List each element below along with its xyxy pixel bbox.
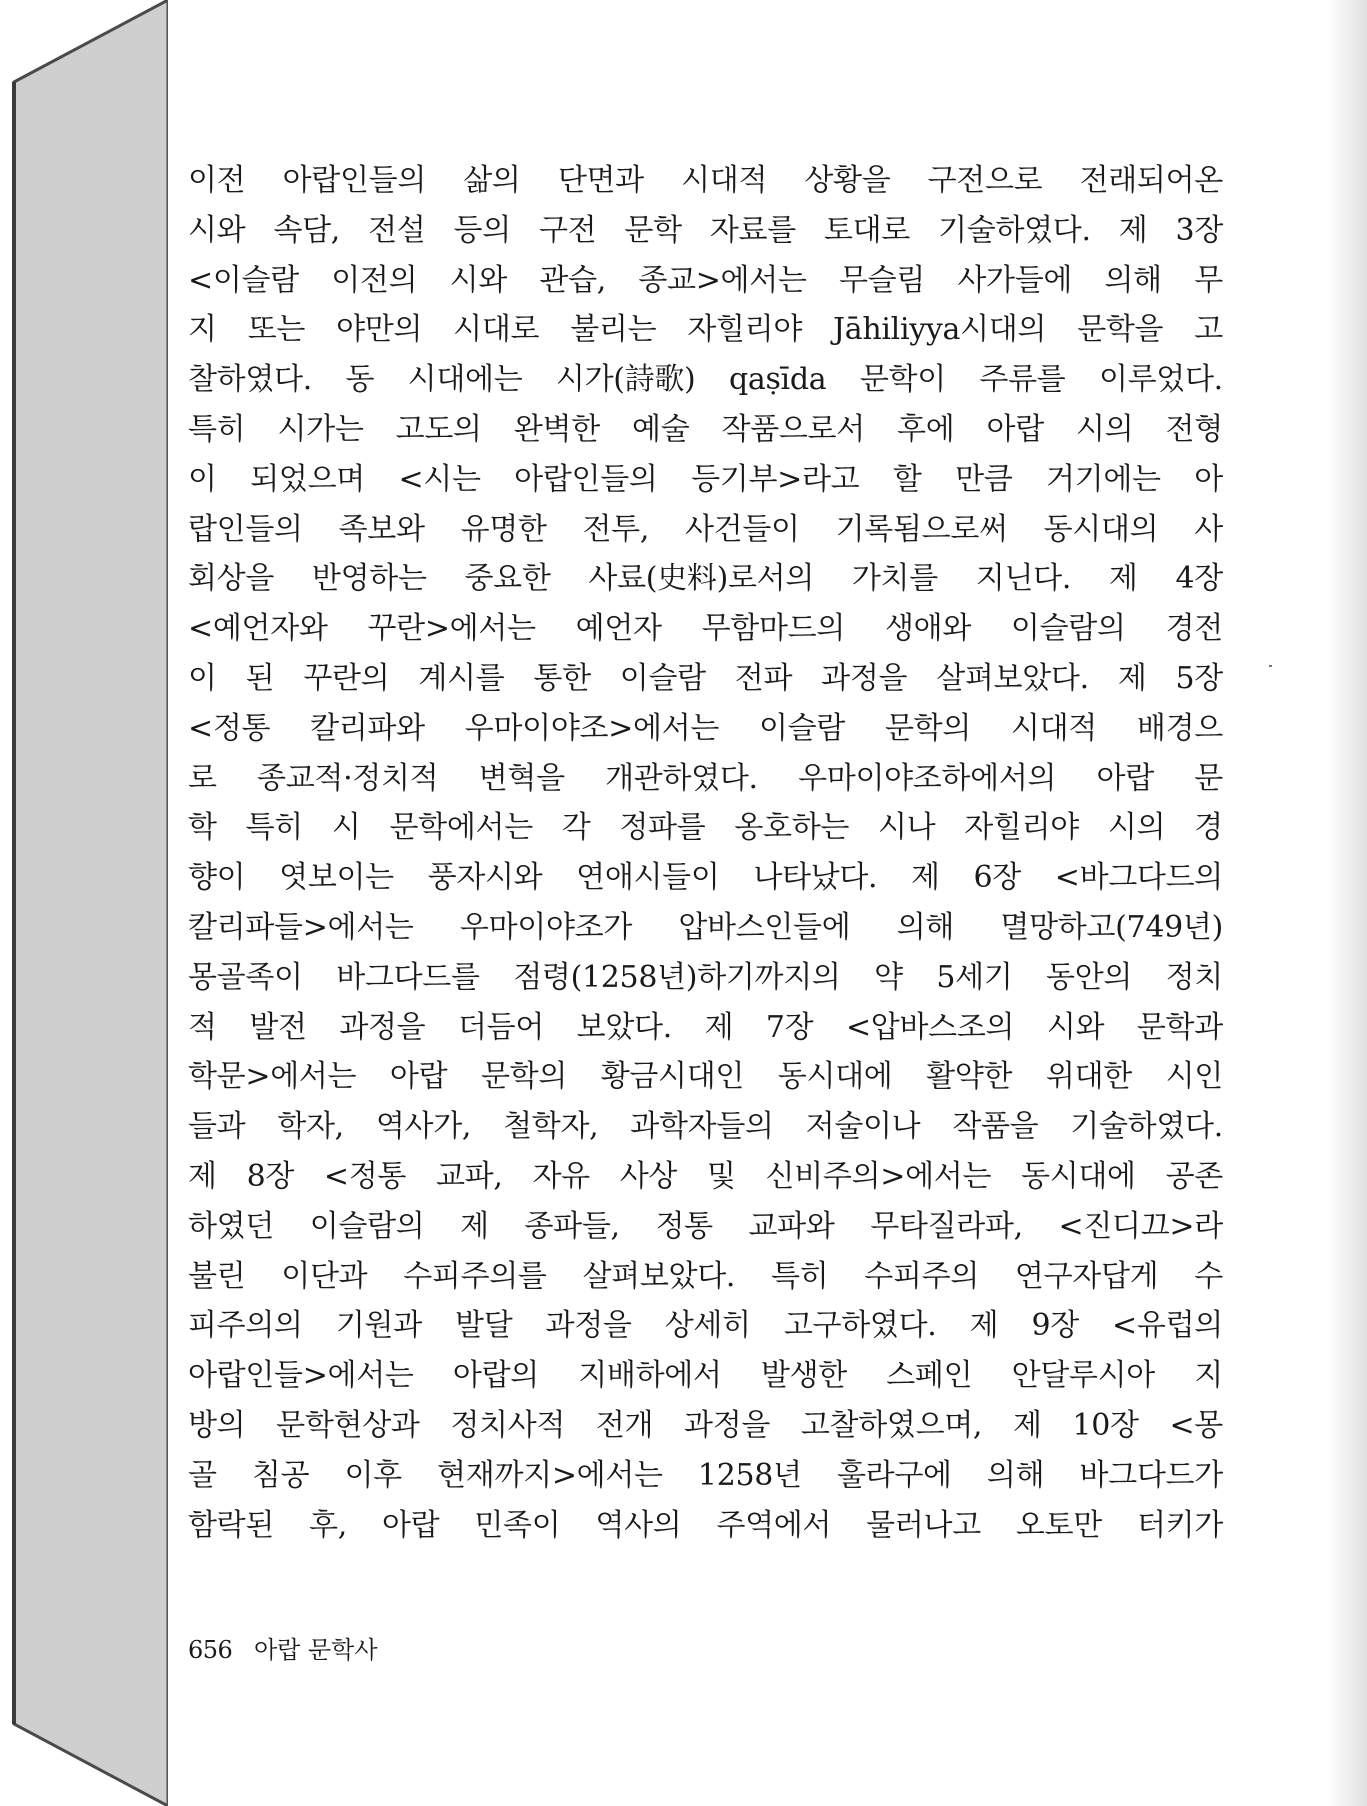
text-line <box>188 803 1223 853</box>
word: <정통 <box>188 710 271 746</box>
word: 할 <box>892 461 922 497</box>
word: 기술하였다. <box>1070 1109 1223 1145</box>
word: 과정을 <box>545 1308 632 1344</box>
word: 자료를 <box>709 212 796 248</box>
text-line <box>188 953 1223 1003</box>
word: 시의 <box>1107 810 1166 846</box>
word: 오토만 <box>1015 1507 1102 1543</box>
word: 사상 <box>619 1158 678 1194</box>
word: 아 <box>1194 461 1223 497</box>
word: 속담, <box>273 212 341 248</box>
word: 제 <box>1012 1407 1042 1443</box>
word: 자유 <box>532 1158 590 1194</box>
text-line <box>188 156 1223 206</box>
word: 시 <box>331 810 361 846</box>
word: 멸망하고(749년) <box>1000 909 1223 945</box>
word: 동시대에 <box>1021 1158 1136 1194</box>
word: 무슬림 <box>838 262 926 298</box>
word: 아랍인들>에서는 <box>188 1358 414 1394</box>
word: 과정을 <box>684 1407 771 1443</box>
word: 칼리파들>에서는 <box>188 909 414 945</box>
word: 토대로 <box>823 212 911 248</box>
word: 사가들에 <box>957 262 1073 298</box>
word: 우마이야조>에서는 <box>464 710 720 746</box>
word: <예언자와 <box>188 611 328 647</box>
word: 작품으로서 <box>721 411 865 447</box>
word: 전투, <box>582 511 650 547</box>
word: 정치사적 <box>450 1407 566 1443</box>
word: 변혁을 <box>478 760 565 796</box>
word: 향이 <box>188 860 246 896</box>
word: 랍인들의 <box>188 511 303 547</box>
word: 야만의 <box>336 312 423 348</box>
word: 물러나고 <box>866 1507 981 1543</box>
word: 옹호하는 <box>734 810 850 846</box>
word: 전파 <box>734 660 793 696</box>
word: 이 <box>188 461 217 497</box>
word: 우마이야조가 <box>459 909 633 945</box>
word: 제 <box>460 1208 489 1244</box>
page-number: 656 <box>188 1636 233 1664</box>
word: 개관하였다. <box>605 760 758 796</box>
word: 풍자시와 <box>427 860 543 896</box>
text-line <box>188 903 1223 953</box>
word: 고찰하였으며, <box>800 1407 983 1443</box>
page-footer <box>188 1630 378 1665</box>
word: 시와 <box>1046 1009 1105 1045</box>
text-line <box>188 1202 1223 1252</box>
word: 1258년 <box>697 1457 802 1493</box>
word: 또는 <box>247 312 306 348</box>
word: 문학에서는 <box>389 810 533 846</box>
word: 안달루시아 <box>1011 1358 1155 1394</box>
text-line <box>188 1152 1223 1202</box>
word: 역사의 <box>595 1507 682 1543</box>
word: 꾸란의 <box>303 660 390 696</box>
word: 제 <box>704 1009 734 1045</box>
word: 주역에서 <box>716 1507 832 1543</box>
word: 중요한 <box>464 561 551 597</box>
word: 전형 <box>1165 411 1223 447</box>
word: 종교>에서는 <box>638 262 807 298</box>
word: 아랍 <box>389 1059 448 1095</box>
word: 현재까지>에서는 <box>437 1457 663 1493</box>
word: 이슬람의 <box>309 1208 425 1244</box>
text-line <box>188 355 1223 405</box>
word: 삶의 <box>463 163 521 198</box>
word: 반영하는 <box>311 561 427 597</box>
word: 완벽한 <box>513 411 600 447</box>
word: 더듬어 <box>457 1009 545 1045</box>
word: 유명한 <box>460 511 547 547</box>
word: 10장 <box>1072 1407 1139 1443</box>
word: 이루었다. <box>1098 362 1223 398</box>
word: 이슬람 <box>619 660 706 696</box>
text-line <box>188 1003 1223 1053</box>
word: 동 <box>345 362 375 398</box>
word: 및 <box>706 1158 736 1194</box>
text-line <box>188 206 1223 256</box>
word: 시와 <box>449 262 508 298</box>
word: 시와 <box>188 212 246 248</box>
word: 이전의 <box>331 262 418 298</box>
word: 학 <box>188 810 217 846</box>
word: 계시를 <box>418 660 505 696</box>
text-line <box>188 1252 1223 1302</box>
word: 특히 <box>771 1258 829 1294</box>
word: 정치 <box>1165 959 1223 995</box>
word: 각 <box>561 810 591 846</box>
word: 제 <box>1108 561 1138 597</box>
word: 통한 <box>533 660 591 696</box>
word: 6장 <box>973 860 1021 896</box>
word: 동시대의 <box>1043 511 1159 547</box>
word: 무 <box>1194 262 1223 298</box>
text-line <box>188 1451 1223 1501</box>
word: 관습, <box>539 262 606 298</box>
text-line <box>188 1351 1223 1401</box>
word: 문학현상과 <box>276 1407 420 1443</box>
word: 상세히 <box>664 1308 751 1344</box>
text-line <box>188 554 1223 604</box>
word: 아랍인들의 <box>514 461 658 497</box>
word: 수피주의를 <box>403 1258 547 1294</box>
text-line <box>188 853 1223 903</box>
word: 문학을 <box>1077 312 1164 348</box>
word: <진디끄>라 <box>1058 1208 1223 1244</box>
word: qaṣīda <box>728 362 827 398</box>
word: 시대적 <box>681 163 768 198</box>
word: 바그다드를 <box>336 959 480 995</box>
word: 지닌다. <box>975 561 1072 597</box>
text-line <box>188 256 1223 306</box>
word: 살펴보았다. <box>582 1258 736 1294</box>
word: 사 <box>1194 511 1223 547</box>
word: 문학 <box>624 212 682 248</box>
word: 활약한 <box>926 1059 1013 1095</box>
word: 상황을 <box>804 163 891 198</box>
text-line <box>188 654 1223 704</box>
word: 의해 <box>1104 262 1162 298</box>
word: 5세기 <box>936 959 1013 995</box>
text-line <box>188 1102 1223 1152</box>
word: 사료(史料)로서의 <box>588 561 815 597</box>
word: 보았다. <box>576 1009 672 1045</box>
word: 전개 <box>595 1407 654 1443</box>
word: 바그다드가 <box>1079 1457 1223 1493</box>
word: 방의 <box>188 1407 246 1443</box>
word: 나타났다. <box>753 860 878 896</box>
word: 종파들, <box>524 1208 620 1244</box>
word: 정통 <box>655 1208 713 1244</box>
word: 동시대에 <box>777 1059 893 1095</box>
word: 찰하였다. <box>188 362 312 398</box>
word: 예술 <box>632 411 690 447</box>
word: 민족이 <box>474 1507 561 1543</box>
word: 특히 <box>245 810 303 846</box>
word: 종교적·정치적 <box>257 760 439 796</box>
word: 전래되어온 <box>1079 163 1223 198</box>
word: 제 <box>969 1308 999 1344</box>
word: 황금시대인 <box>600 1059 745 1095</box>
word: 들과 <box>188 1109 246 1145</box>
word: <정통 <box>323 1158 407 1194</box>
word: 침공 <box>251 1457 310 1493</box>
word: 문학의 <box>480 1059 568 1095</box>
word: 살펴보았다. <box>936 660 1089 696</box>
word: 고도의 <box>395 411 482 447</box>
word: 스페인 <box>886 1358 973 1394</box>
word: 시의 <box>1076 411 1134 447</box>
word: 등의 <box>453 212 511 248</box>
word: 구전으로 <box>927 163 1043 198</box>
text-line <box>188 704 1223 754</box>
word: 이 <box>188 660 217 696</box>
text-line <box>188 1301 1223 1351</box>
word: 제 <box>188 1158 217 1194</box>
word: 시인 <box>1165 1059 1223 1095</box>
word: 단면과 <box>557 163 644 198</box>
word: 문학이 <box>859 362 946 398</box>
word: 로 <box>188 760 217 796</box>
word: 가치를 <box>851 561 938 597</box>
word: 만큼 <box>955 461 1013 497</box>
word: 점령(1258년)하기까지의 <box>513 959 841 995</box>
word: 공존 <box>1165 1158 1223 1194</box>
word: 시가(詩歌) <box>555 362 696 398</box>
word: 압바스인들에 <box>678 909 851 945</box>
word: 후, <box>309 1507 347 1543</box>
word: 시나 <box>877 810 936 846</box>
word: 학자, <box>277 1109 344 1145</box>
word: 경전 <box>1165 611 1223 647</box>
word: 하였던 <box>188 1208 275 1244</box>
word: 사건들이 <box>685 511 800 547</box>
text-line <box>188 505 1223 555</box>
word: 이단과 <box>281 1258 368 1294</box>
word: 생애와 <box>884 611 971 647</box>
word: 자힐리야 <box>964 810 1079 846</box>
word: 연애시들이 <box>576 860 720 896</box>
word: 이전 <box>188 163 246 198</box>
word: 아랍 <box>381 1507 440 1543</box>
word: 시가는 <box>277 411 364 447</box>
word: <이슬람 <box>188 262 299 298</box>
word: 경 <box>1194 810 1223 846</box>
word: 이후 <box>344 1457 402 1493</box>
word: 과정을 <box>339 1009 426 1045</box>
word: 지배하에서 <box>578 1358 722 1394</box>
word: 발달 <box>455 1308 513 1344</box>
word: 시대에는 <box>407 362 523 398</box>
word: 후에 <box>897 411 955 447</box>
word: 학문>에서는 <box>188 1059 357 1095</box>
word: <바그다드의 <box>1054 860 1223 896</box>
word: 시대로 <box>453 312 540 348</box>
word: 회상을 <box>188 561 275 597</box>
word: 연구자답게 <box>1014 1258 1159 1294</box>
text-line <box>188 1501 1223 1551</box>
word: 의해 <box>896 909 955 945</box>
word: 발생한 <box>760 1358 847 1394</box>
word: 주류를 <box>979 362 1066 398</box>
word: 동안의 <box>1046 959 1133 995</box>
word: 지 <box>188 312 217 348</box>
word: 7장 <box>765 1009 814 1045</box>
word: 이슬람의 <box>1010 611 1126 647</box>
word: 아랍의 <box>452 1358 539 1394</box>
word: 되었으며 <box>250 461 365 497</box>
word: 교파와 <box>748 1208 835 1244</box>
word: 고 <box>1194 312 1223 348</box>
word: 9장 <box>1031 1308 1079 1344</box>
word: 예언자 <box>575 611 662 647</box>
word: 역사가, <box>375 1109 472 1145</box>
word: 발전 <box>249 1009 307 1045</box>
text-line <box>188 604 1223 654</box>
word: 과학자들의 <box>630 1109 774 1145</box>
word: 4장 <box>1175 561 1223 597</box>
word: 작품을 <box>952 1109 1039 1145</box>
word: 제 <box>911 860 940 896</box>
word: 함락된 <box>188 1507 275 1543</box>
word: 꾸란>에서는 <box>367 611 536 647</box>
word: 제 <box>1118 212 1148 248</box>
word: 불리는 <box>570 312 657 348</box>
word: 제 <box>1117 660 1147 696</box>
word: 기술하였다. <box>938 212 1091 248</box>
word: 된 <box>245 660 275 696</box>
word: 아랍인들의 <box>282 163 426 198</box>
word: 이슬람 <box>758 710 846 746</box>
word: 칼리파와 <box>310 710 425 746</box>
text-line <box>188 455 1223 505</box>
word: 문학의 <box>884 710 971 746</box>
word: 아랍 <box>1096 760 1154 796</box>
page-edge-shadow <box>1327 0 1367 1806</box>
word: 약 <box>874 959 903 995</box>
word: 배경으 <box>1136 710 1223 746</box>
word: <몽 <box>1169 1407 1223 1443</box>
word: 엿보이는 <box>279 860 394 896</box>
word: 아랍 <box>986 411 1044 447</box>
word: 8장 <box>246 1158 295 1194</box>
word: 골 <box>188 1457 217 1493</box>
word: 정파를 <box>619 810 706 846</box>
word: 위대한 <box>1045 1059 1132 1095</box>
word: 시대적 <box>1010 710 1097 746</box>
word: 5장 <box>1175 660 1223 696</box>
word: 수피주의 <box>864 1258 980 1294</box>
text-line <box>188 305 1223 355</box>
word: 몽골족이 <box>188 959 303 995</box>
word: 적 <box>188 1009 217 1045</box>
word: 저술이나 <box>805 1109 921 1145</box>
word: 피주의의 <box>188 1308 303 1344</box>
word: 우마이야조하에서의 <box>798 760 1057 796</box>
word: <유럽의 <box>1112 1308 1223 1344</box>
word: 3장 <box>1175 212 1223 248</box>
word: Jāhiliyya시대의 <box>833 312 1047 348</box>
word: 신비주의>에서는 <box>765 1158 992 1194</box>
word: 과정을 <box>821 660 908 696</box>
word: 훌라구에 <box>836 1457 952 1493</box>
word: 기록됨으로써 <box>835 511 1008 547</box>
word: 터키가 <box>1136 1507 1223 1543</box>
word: <시는 <box>398 461 481 497</box>
body-text <box>188 156 1223 1550</box>
text-line <box>188 1401 1223 1451</box>
text-line <box>188 405 1223 455</box>
word: 문학과 <box>1136 1009 1223 1045</box>
word: 불린 <box>188 1258 246 1294</box>
text-line <box>188 754 1223 804</box>
word: 기원과 <box>335 1308 422 1344</box>
word: 의해 <box>986 1457 1045 1493</box>
word: 특히 <box>188 411 246 447</box>
word: 자힐리야 <box>687 312 803 348</box>
word: 전설 <box>368 212 426 248</box>
word: 무타질라파, <box>870 1208 1023 1244</box>
running-title: 아랍 문학사 <box>253 1636 378 1664</box>
word: 거기에는 <box>1045 461 1161 497</box>
word: 고구하였다. <box>783 1308 937 1344</box>
text-line <box>188 1052 1223 1102</box>
word: 지 <box>1194 1358 1223 1394</box>
word: 문 <box>1194 760 1223 796</box>
word: 교파, <box>435 1158 503 1194</box>
word: 철학자, <box>503 1109 599 1145</box>
word: 족보와 <box>338 511 425 547</box>
word: 등기부>라고 <box>691 461 860 497</box>
word: <압바스조의 <box>845 1009 1015 1045</box>
word: 수 <box>1194 1258 1223 1294</box>
scan-speck <box>1269 665 1272 667</box>
word: 구전 <box>538 212 597 248</box>
word: 무함마드의 <box>701 611 846 647</box>
